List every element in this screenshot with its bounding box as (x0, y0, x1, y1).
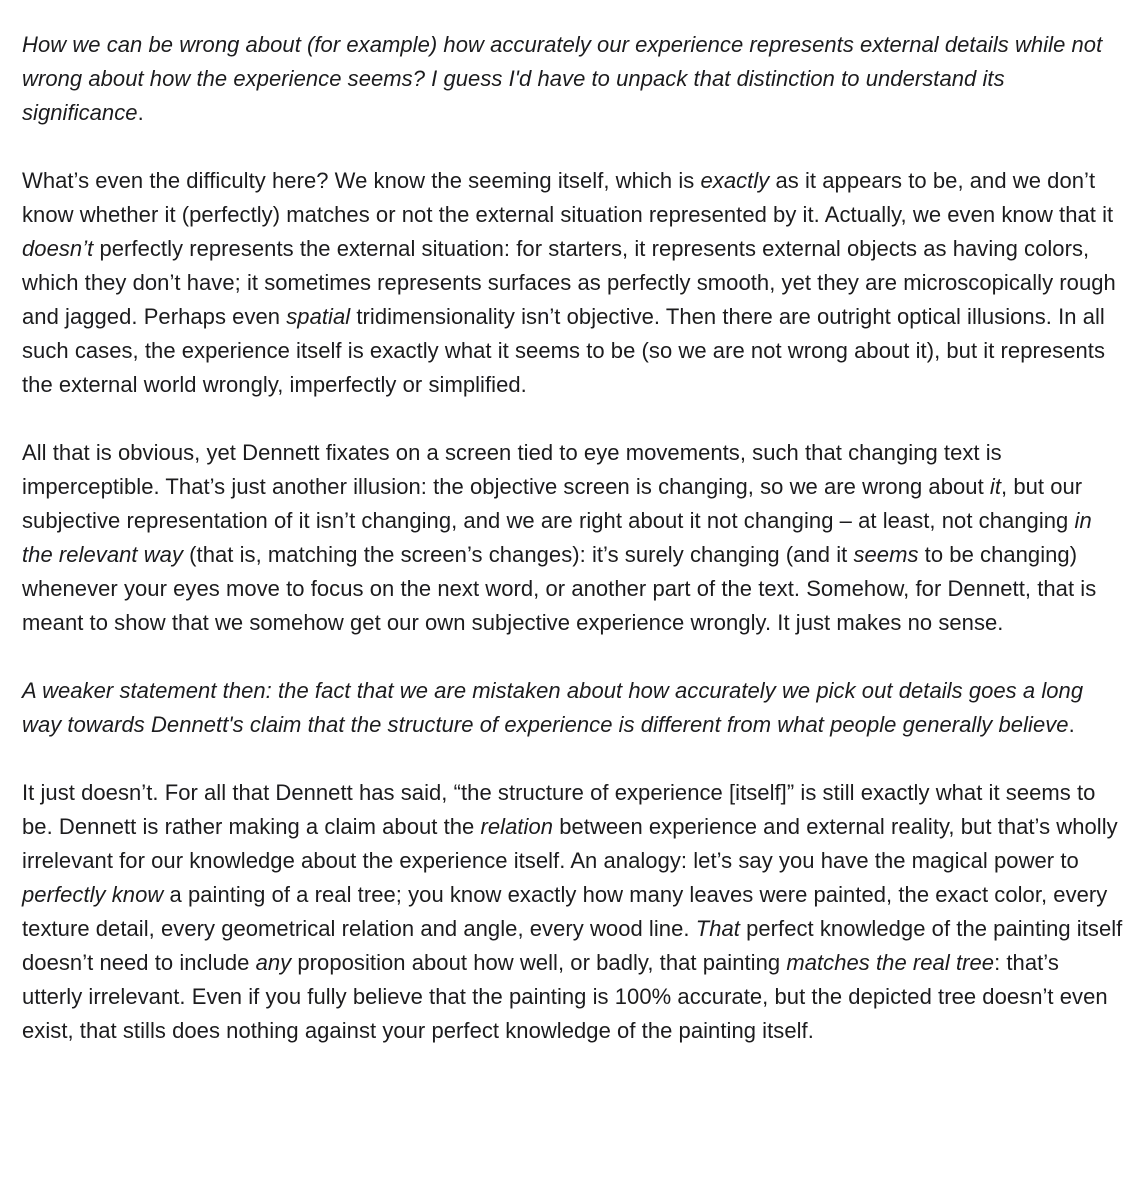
emphasis: any (255, 950, 292, 975)
text-run: , but our subjective representation of it isn’t changing, and we are right about it not changing – at least, not changing (22, 474, 1083, 533)
text-run: perfect knowledge of the painting itself doesn’t need to include (22, 916, 1123, 975)
emphasis: seems (853, 542, 919, 567)
text-run: It just doesn’t. For all that Dennett has said, “the structure of experience [itself]” is still exactly what it seems to be. Dennett is rather making a claim about the (22, 780, 1096, 839)
text-run: to be changing) whenever your eyes move to focus on the next word, or another part of the text. Somehow, for Dennett, that is meant to show that we somehow get our own subjective experience wrongly. It just makes no sense. (22, 542, 1097, 635)
quoted-paragraph-2 (22, 674, 1124, 742)
text-run: What’s even the difficulty here? We know the seeming itself, which is (22, 168, 701, 193)
reply-paragraph-1 (22, 164, 1124, 402)
reply-paragraph-2 (22, 436, 1124, 640)
emphasis: doesn’t (22, 236, 94, 261)
emphasis: matches the real tree (786, 950, 995, 975)
quoted-paragraph-1 (22, 28, 1124, 130)
text-run: between experience and external reality, but that’s wholly irrelevant for our knowledge about the experience itself. An analogy: let’s say you have the magical power to (22, 814, 1118, 873)
text-run: . (1068, 712, 1075, 737)
text-run: as it appears to be, and we don’t know whether it (perfectly) matches or not the external situation represented by it. Actually, we even know that it (22, 168, 1114, 227)
text-run: a painting of a real tree; you know exactly how many leaves were painted, the exact color, every texture detail, every geometrical relation and angle, every wood line. (22, 882, 1108, 941)
text-run: proposition about how well, or badly, that painting (291, 950, 787, 975)
emphasis: spatial (286, 304, 351, 329)
text-run: . (137, 100, 144, 125)
emphasis: perfectly know (22, 882, 164, 907)
text-run: All that is obvious, yet Dennett fixates on a screen tied to eye movements, such that changing text is imperceptible. That’s just another illusion: the objective screen is changing, so we are wrong about (22, 440, 1002, 499)
text-run: A weaker statement then: the fact that we are mistaken about how accurately we pick out details goes a long way towards Dennett's claim that the structure of experience is different from what people generally believe (22, 678, 1084, 737)
text-run: (that is, matching the screen’s changes): it’s surely changing (and it (183, 542, 854, 567)
emphasis: in the relevant way (22, 508, 1092, 567)
reply-paragraph-3 (22, 776, 1124, 1048)
emphasis: it (989, 474, 1002, 499)
text-run: tridimensionality isn’t objective. Then there are outright optical illusions. In all such cases, the experience itself is exactly what it seems to be (so we are not wrong about it), but it represents the external world wrongly, imperfectly or simplified. (22, 304, 1106, 397)
text-run: perfectly represents the external situation: for starters, it represents external objects as having colors, which they don’t have; it sometimes represents surfaces as perfectly smooth, yet they are microscopically rough and jagged. Perhaps even (22, 236, 1116, 329)
emphasis: relation (480, 814, 554, 839)
emphasis: exactly (700, 168, 770, 193)
text-run: How we can be wrong about (for example) how accurately our experience represents external details while not wrong about how the experience seems? I guess I'd have to unpack that distinction to understand its significance (22, 32, 1103, 125)
emphasis: That (695, 916, 740, 941)
text-run: : that’s utterly irrelevant. Even if you fully believe that the painting is 100% accurate, but the depicted tree doesn’t even exist, that stills does nothing against your perfect knowledge of the painting itself. (22, 950, 1108, 1043)
